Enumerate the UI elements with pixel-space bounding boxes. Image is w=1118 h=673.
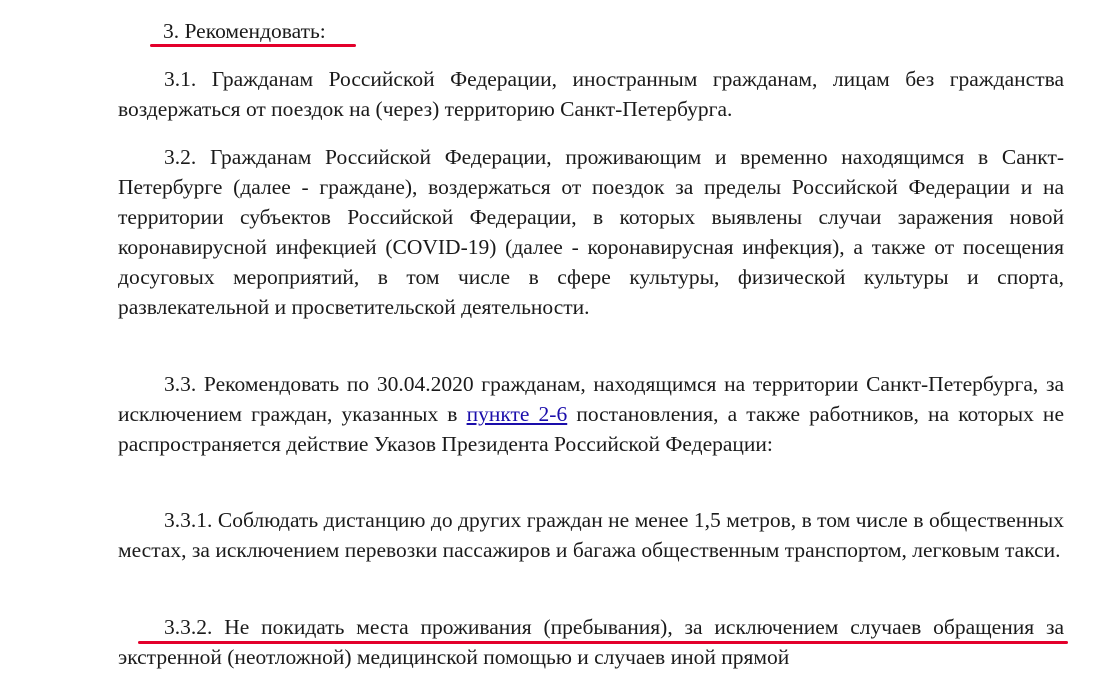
paragraph-3-3-2: 3.3.2. Не покидать места проживания (пребывания), за исключением случаев обращения за экстренной (неотложной) медицинской помощью и случаев иной прямой	[118, 615, 1064, 669]
section-heading: 3. Рекомендовать:	[163, 19, 326, 43]
paragraph-3-3	[118, 369, 1064, 459]
paragraph-3-2: 3.2. Гражданам Российской Федерации, проживающим и временно находящимся в Санкт-Петербурге (далее - граждане), воздержаться от поездок за пределы Российской Федерации и на территории субъектов Российской Федерации, в которых выявлены случаи заражения новой коронавирусной инфекцией (COVID-19) (далее - коронавирусная инфекция), а также от посещения досуговых мероприятий, в том числе в сфере культуры, физической культуры и спорта, развлекательной и просветительской деятельности.	[118, 145, 1064, 319]
paragraph-3-3-2-red-underline	[138, 641, 1068, 644]
paragraph-3-3-text-end: постановления, а также работников, на которых не распространяется действие Указов Президента Российской Федерации:	[118, 402, 1064, 456]
paragraph-3-3-1: 3.3.1. Соблюдать дистанцию до других граждан не менее 1,5 метров, в том числе в общественных местах, за исключением перевозки пассажиров и багажа общественным транспортом, легковым такси.	[118, 508, 1064, 562]
paragraph-3-1: 3.1. Гражданам Российской Федерации, иностранным гражданам, лицам без гражданства воздержаться от поездок на (через) территорию Санкт-Петербурга.	[118, 67, 1064, 121]
clause-2-6-link[interactable]: пункте 2-6	[466, 402, 568, 426]
paragraph-3-3-text-start: 3.3. Рекомендовать по 30.04.2020 гражданам, находящимся на территории Санкт-Петербурга, за исключением граждан, указанных в	[118, 372, 1064, 426]
heading-red-underline	[150, 44, 356, 47]
